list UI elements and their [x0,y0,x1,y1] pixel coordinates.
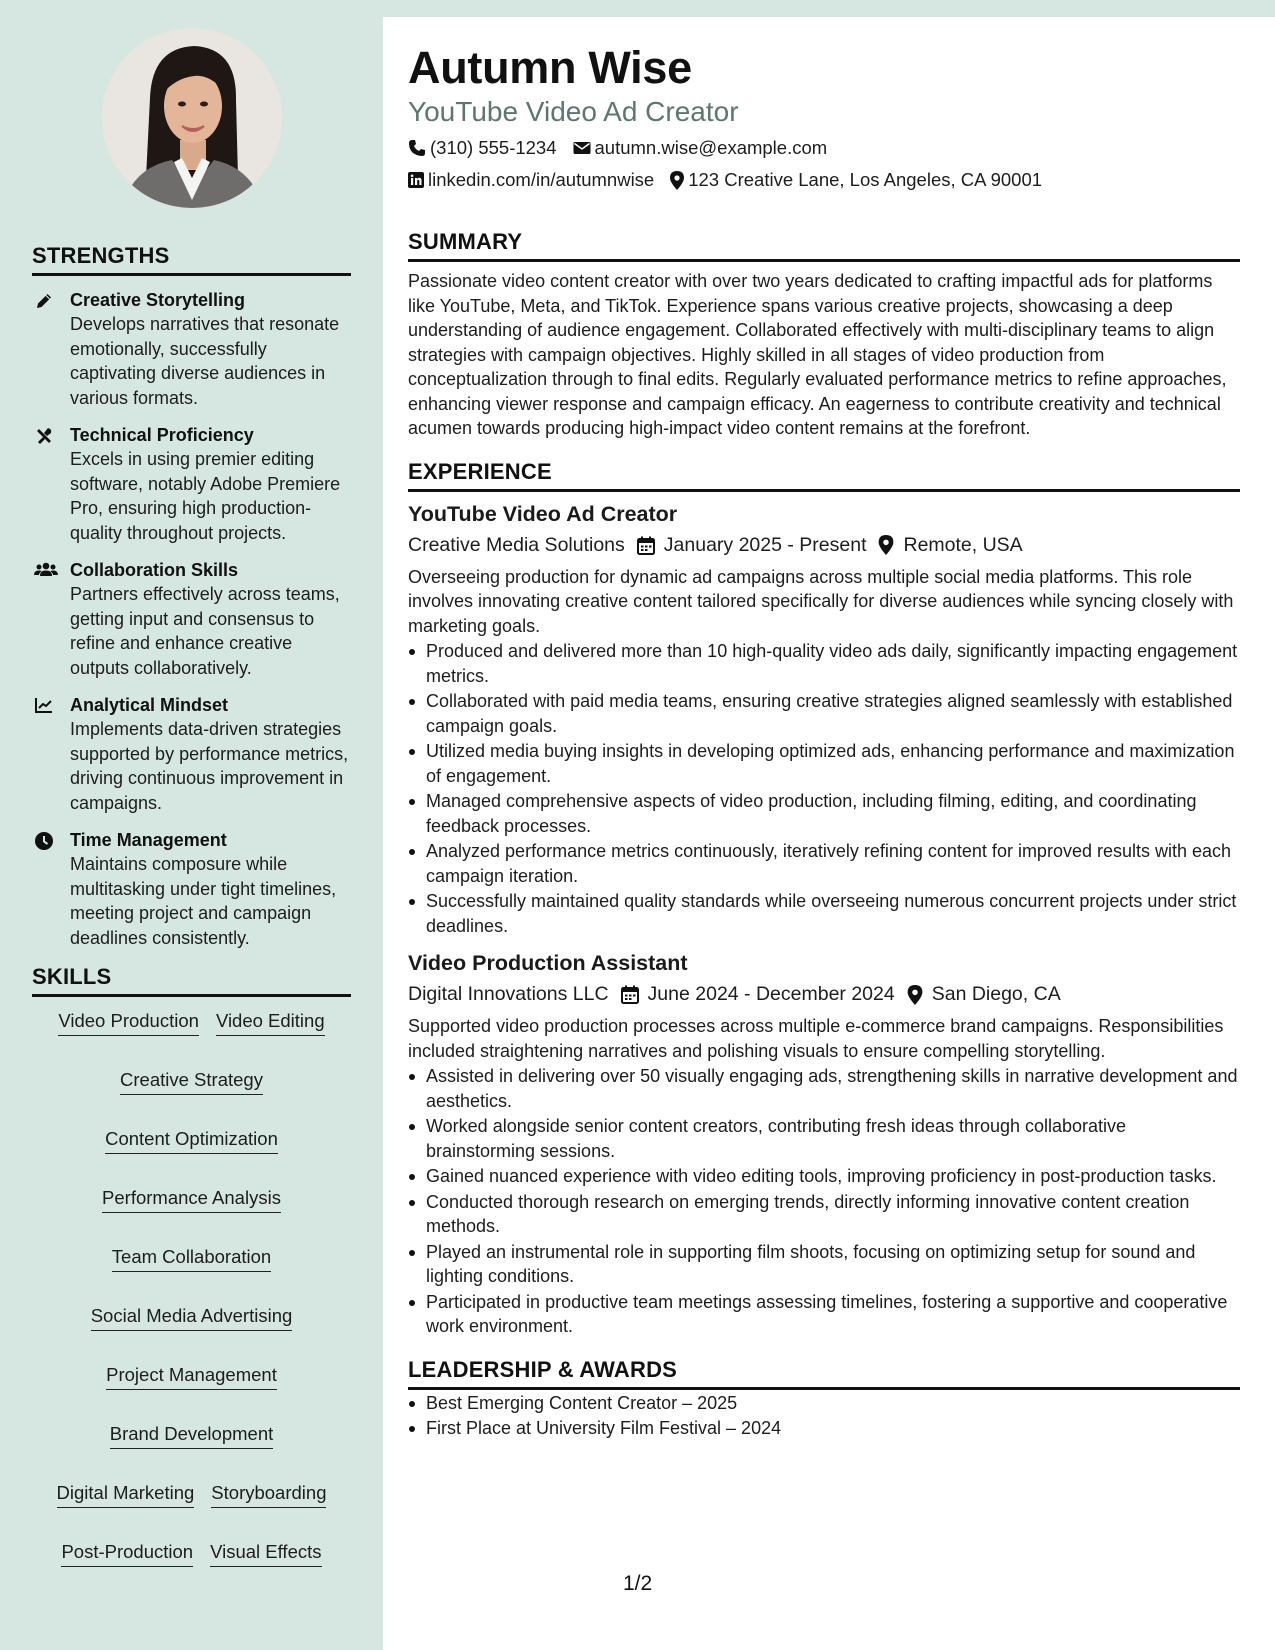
skills-section [32,964,351,1567]
skill-tag: Content Optimization [105,1127,278,1154]
skill-tag: Storyboarding [211,1481,326,1508]
linkedin-icon [408,172,424,188]
job-description: Supported video production processes across multiple e-commerce brand campaigns. Responsibilities included straightening narratives and polishing visuals to ensure compelling storytelling. [408,1016,1224,1061]
strength-item [32,693,351,815]
strength-desc: Excels in using premier editing software, notably Adobe Premiere Pro, ensuring high production-quality throughout projects. [70,449,341,543]
skill-tag: Project Management [106,1363,277,1390]
experience-section [408,459,1240,1339]
list-item: Participated in productive team meetings assessing timelines, fostering a supportive and cooperative work environment. [408,1290,1240,1339]
skills-list [32,1009,351,1567]
list-item: Assisted in delivering over 50 visually engaging ads, strengthening skills in narrative development and aesthetics. [408,1064,1240,1113]
address-contact [670,169,1042,191]
page-number: 1/2 [623,1572,653,1595]
job-entry [408,949,1240,1339]
tools-icon [32,423,70,545]
calendar-icon [637,536,655,555]
strength-desc: Develops narratives that resonate emotionally, successfully captivating diverse audiences in various formats. [70,314,340,408]
strength-item [32,558,351,680]
skill-tag: Creative Strategy [120,1068,263,1095]
summary-heading: SUMMARY [408,229,1240,262]
skill-tag: Social Media Advertising [91,1304,293,1331]
email-contact[interactable] [573,137,828,159]
strength-item [32,288,351,410]
contact-row [408,167,1240,193]
skill-tag: Performance Analysis [102,1186,281,1213]
list-item: Utilized media buying insights in developing optimized ads, enhancing performance and maximization of engagement. [408,739,1240,788]
job-entry [408,500,1240,939]
skill-tag: Team Collaboration [112,1245,271,1272]
calendar-icon [621,985,639,1004]
job-dates: June 2024 - December 2024 [621,983,895,1006]
job-dates: January 2025 - Present [637,534,867,557]
awards-list [408,1391,1240,1441]
envelope-icon [573,140,591,156]
phone-icon [408,139,426,157]
strength-item [32,828,351,950]
awards-section [408,1357,1240,1441]
address-text: 123 Creative Lane, Los Angeles, CA 90001 [688,169,1043,190]
linkedin-contact[interactable] [408,169,654,191]
list-item: Gained nuanced experience with video editing tools, improving proficiency in post-production tasks. [408,1164,1240,1189]
list-item: Analyzed performance metrics continuously, iteratively refining content for improved results with each campaign iteration. [408,839,1240,888]
skill-tag: Post-Production [61,1540,193,1567]
list-item: Produced and delivered more than 10 high-quality video ads daily, significantly impacting engagement metrics. [408,639,1240,688]
skill-tag: Video Editing [216,1009,325,1036]
skill-tag: Digital Marketing [57,1481,195,1508]
skill-tag: Video Production [58,1009,199,1036]
list-item: First Place at University Film Festival – 2024 [408,1416,1240,1441]
list-item: Worked alongside senior content creators, contributing fresh ideas through collaborative brainstorming sessions. [408,1114,1240,1163]
list-item: Conducted thorough research on emerging trends, directly informing innovative content creation methods. [408,1190,1240,1239]
strength-desc: Partners effectively across teams, getting input and consensus to refine and enhance creative outputs collaboratively. [70,584,340,678]
list-item: Managed comprehensive aspects of video production, including filming, editing, and coordinating feedback processes. [408,789,1240,838]
job-bullets [408,1064,1240,1339]
email-text: autumn.wise@example.com [594,137,828,158]
contact-row [408,135,1240,161]
job-meta [408,532,1240,559]
list-item: Played an instrumental role in supporting film shoots, focusing on optimizing setup for sound and lighting conditions. [408,1240,1240,1289]
list-item: Best Emerging Content Creator – 2025 [408,1391,1240,1416]
job-meta [408,981,1240,1008]
strength-title: Technical Proficiency [70,425,254,445]
summary-section [408,229,1240,441]
job-title: YouTube Video Ad Creator [408,501,678,526]
list-item: Collaborated with paid media teams, ensuring creative strategies aligned seamlessly with established campaign goals. [408,689,1240,738]
pencil-icon [32,288,70,410]
clock-icon [32,828,70,950]
strengths-section [32,243,351,950]
company-name: Creative Media Solutions [408,533,625,556]
phone-contact[interactable] [408,137,557,159]
strength-title: Analytical Mindset [70,695,229,715]
phone-text: (310) 555-1234 [430,137,557,158]
job-location: San Diego, CA [907,983,1061,1006]
strengths-heading: STRENGTHS [32,243,351,276]
awards-heading: LEADERSHIP & AWARDS [408,1357,1240,1390]
chart-line-icon [32,693,70,815]
strength-title: Collaboration Skills [70,560,239,580]
skills-heading: SKILLS [32,964,351,997]
map-pin-icon [878,535,894,555]
profile-photo [102,28,282,208]
main-content [383,17,1275,1650]
map-pin-icon [670,171,684,190]
linkedin-text: linkedin.com/in/autumnwise [428,169,655,190]
strength-desc: Maintains composure while multitasking under tight timelines, meeting project and campaign deadlines consistently. [70,854,337,948]
candidate-role: YouTube Video Ad Creator [408,96,739,127]
candidate-name: Autumn Wise [408,42,692,93]
job-bullets [408,639,1240,938]
strength-title: Creative Storytelling [70,290,246,310]
sidebar [0,0,383,1650]
list-item: Successfully maintained quality standards while overseeing numerous concurrent projects under strict deadlines. [408,889,1240,938]
company-name: Digital Innovations LLC [408,983,609,1005]
skill-tag: Brand Development [110,1422,274,1449]
strength-item [32,423,351,545]
job-title: Video Production Assistant [408,951,688,975]
job-location: Remote, USA [878,534,1022,557]
strength-desc: Implements data-driven strategies supported by performance metrics, driving continuous improvement in campaigns. [70,719,349,813]
map-pin-icon [907,985,923,1005]
strength-title: Time Management [70,830,227,850]
job-description: Overseeing production for dynamic ad campaigns across multiple social media platforms. This role involves innovating creative content tailored specifically for diverse audiences while syncing closely with marketing goals. [408,566,1234,636]
skill-tag: Visual Effects [210,1540,321,1567]
users-icon [32,558,70,680]
experience-heading: EXPERIENCE [408,459,1240,492]
summary-text: Passionate video content creator with over two years dedicated to crafting impactful ads for platforms like YouTube, Meta, and TikTok. Experience spans various creative projects, showcasing a deep understanding of audience engagement. Collaborated effectively with multi-disciplinary teams to align strategies with campaign objectives. Highly skilled in all stages of video production from conceptualization through to final edits. Regularly evaluated performance metrics to refine approaches, enhancing viewer response and campaign efficacy. An eagerness to contribute creativity and technical acumen towards producing high-impact video content remains at the forefront. [408,271,1227,438]
